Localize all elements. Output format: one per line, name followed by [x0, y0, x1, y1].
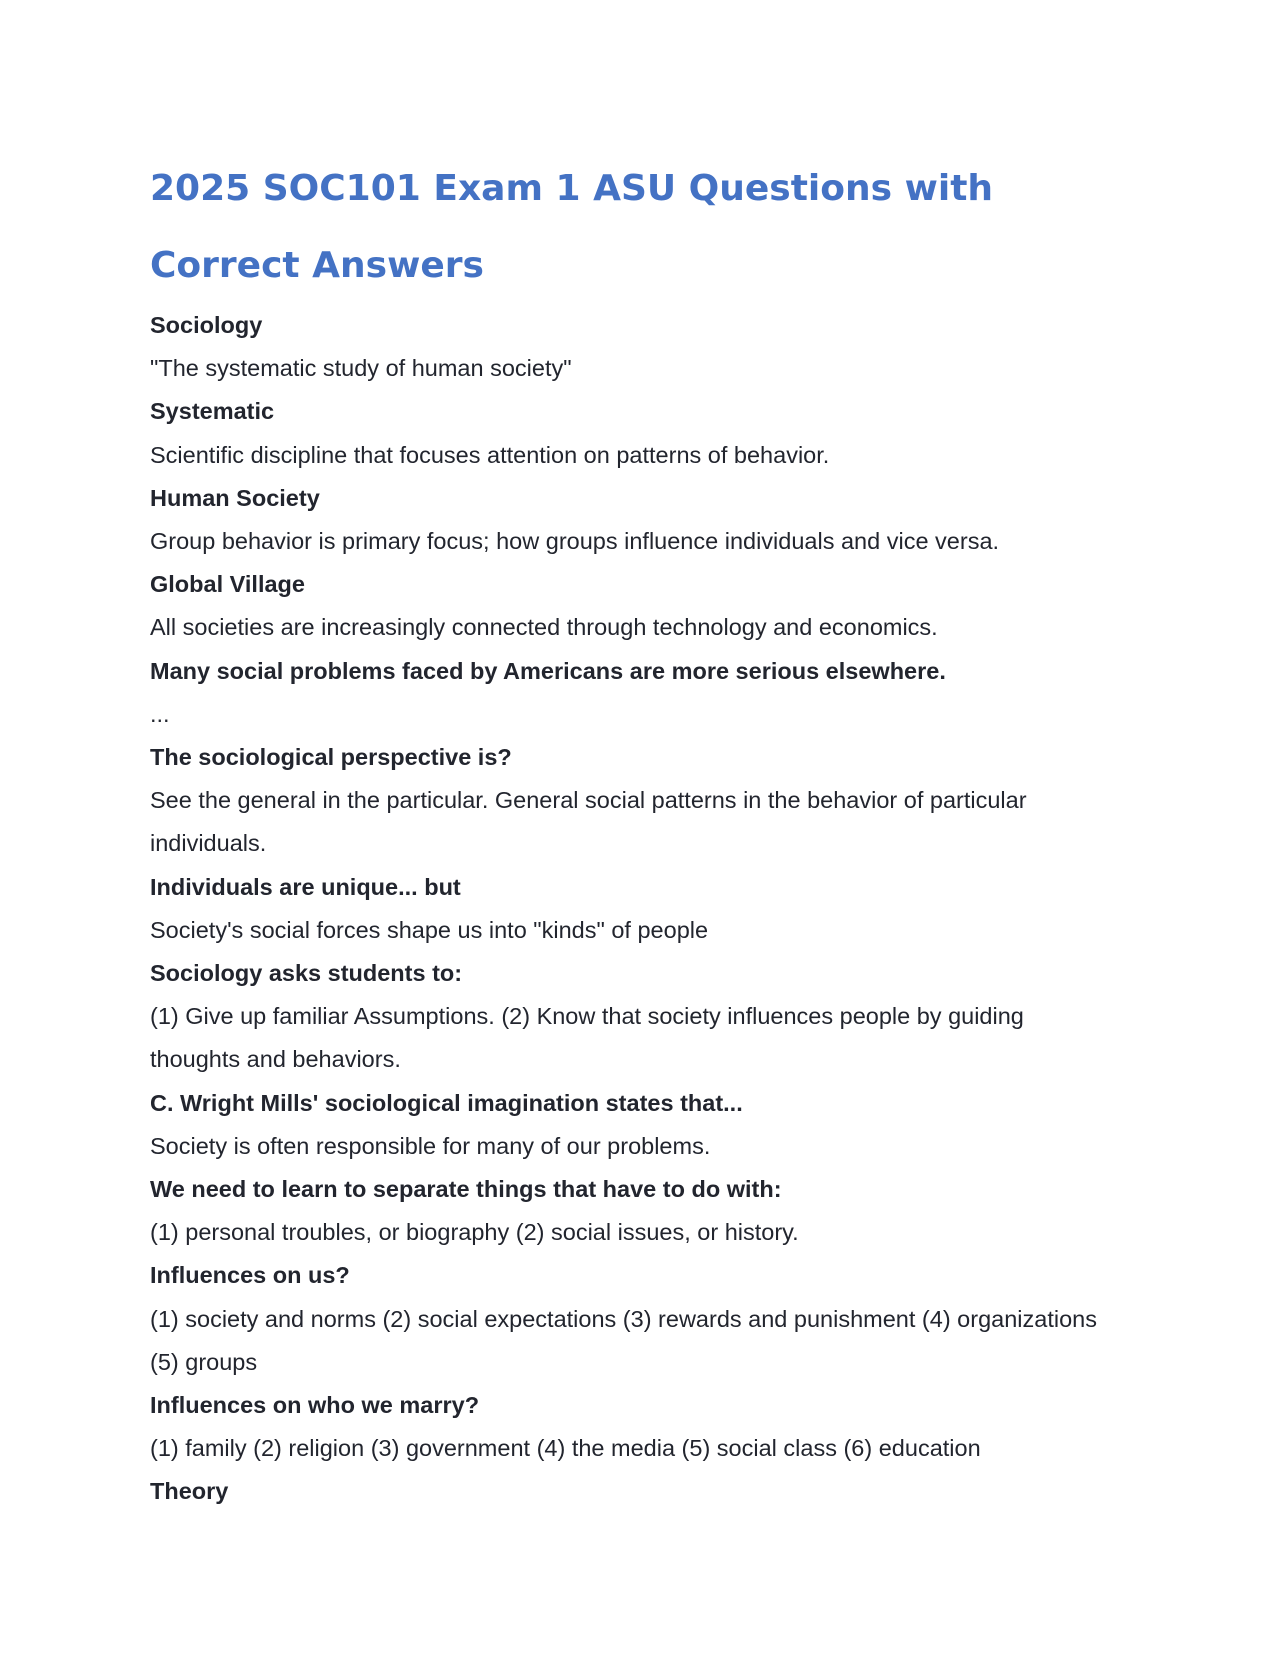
term-definition: (1) Give up familiar Assumptions. (2) Know that society influences people by guiding thoughts and behaviors.	[150, 1003, 1024, 1073]
term-definition: All societies are increasingly connected through technology and economics.	[150, 614, 938, 641]
term-definition: (1) personal troubles, or biography (2) social issues, or history.	[150, 1219, 799, 1246]
term-definition: See the general in the particular. General social patterns in the behavior of particular individuals.	[150, 787, 1027, 857]
document-title: 2025 SOC101 Exam 1 ASU Questions with Correct Answers	[150, 168, 994, 286]
term-heading: Systematic	[150, 398, 275, 425]
term-definition: Society's social forces shape us into "kinds" of people	[150, 916, 709, 943]
term-heading: C. Wright Mills' sociological imagination states that...	[150, 1089, 743, 1116]
term-definition: (1) society and norms (2) social expectations (3) rewards and punishment (4) organizations (5) groups	[150, 1305, 1097, 1375]
term-heading: Influences on us?	[150, 1262, 350, 1289]
term-entry	[150, 952, 1110, 1082]
term-definition: (1) family (2) religion (3) government (4) the media (5) social class (6) education	[150, 1435, 981, 1462]
term-entry	[150, 866, 1110, 952]
term-entry	[150, 1254, 1110, 1384]
term-entry	[150, 1082, 1110, 1168]
term-heading: Global Village	[150, 571, 305, 598]
document-content	[150, 150, 1110, 1514]
term-entry	[150, 650, 1110, 736]
term-entry	[150, 1384, 1110, 1470]
term-entry	[150, 304, 1110, 390]
term-heading: Individuals are unique... but	[150, 873, 461, 900]
term-heading: Sociology asks students to:	[150, 960, 463, 987]
term-entry	[150, 477, 1110, 563]
term-definition: Scientific discipline that focuses attention on patterns of behavior.	[150, 441, 830, 468]
term-definition-list	[150, 304, 1110, 1514]
term-definition: Society is often responsible for many of our problems.	[150, 1132, 711, 1159]
term-entry	[150, 736, 1110, 866]
term-heading: The sociological perspective is?	[150, 744, 512, 771]
term-entry	[150, 563, 1110, 649]
term-heading: Human Society	[150, 484, 320, 511]
term-definition: Group behavior is primary focus; how groups influence individuals and vice versa.	[150, 528, 1000, 555]
term-entry	[150, 390, 1110, 476]
term-heading: Many social problems faced by Americans are more serious elsewhere.	[150, 657, 946, 684]
term-definition: "The systematic study of human society"	[150, 355, 572, 382]
term-heading: Theory	[150, 1478, 229, 1505]
term-heading: Sociology	[150, 312, 263, 338]
term-definition: ...	[150, 700, 170, 727]
term-entry	[150, 1168, 1110, 1254]
term-heading: We need to learn to separate things that have to do with:	[150, 1176, 782, 1203]
term-entry	[150, 1470, 1110, 1513]
term-heading: Influences on who we marry?	[150, 1392, 480, 1419]
